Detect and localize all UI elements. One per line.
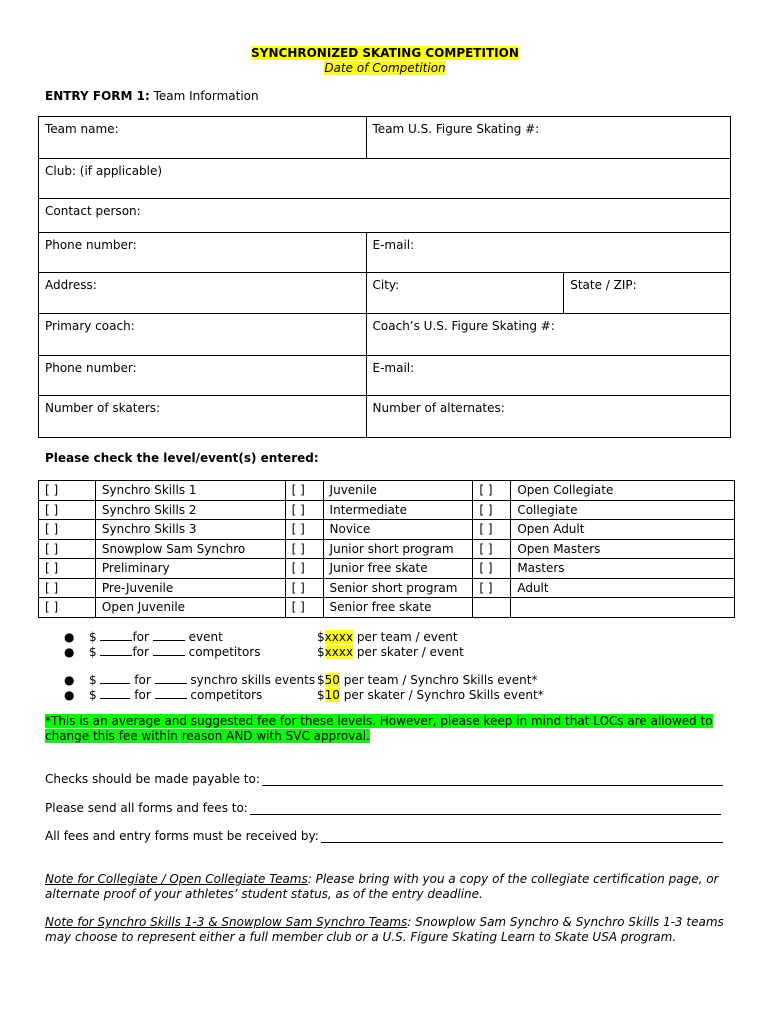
- levels-heading: Please check the level/event(s) entered:: [45, 451, 319, 465]
- checkbox[interactable]: [ ]: [285, 559, 323, 579]
- fee-price: $xxxx per team / event: [317, 630, 458, 644]
- primary-coach-field[interactable]: Primary coach:: [39, 314, 367, 356]
- level-row: [39, 481, 735, 501]
- deadline-line[interactable]: All fees and entry forms must be received by:: [45, 829, 723, 843]
- fee-description[interactable]: $ for competitors: [89, 645, 261, 659]
- coach-usfs-field[interactable]: Coach’s U.S. Figure Skating #:: [366, 314, 730, 356]
- checkbox[interactable]: [ ]: [285, 481, 323, 501]
- level-label: Senior short program: [323, 578, 473, 598]
- level-row: [39, 539, 735, 559]
- phone-number-field[interactable]: Phone number:: [39, 233, 367, 273]
- checkbox[interactable]: [ ]: [285, 500, 323, 520]
- level-label: Junior free skate: [323, 559, 473, 579]
- level-label: Pre-Juvenile: [95, 578, 285, 598]
- fee-description[interactable]: $ for competitors: [89, 688, 263, 702]
- level-label: Preliminary: [95, 559, 285, 579]
- level-label: Open Masters: [511, 539, 735, 559]
- checkbox[interactable]: [ ]: [473, 500, 511, 520]
- entry-form-label: ENTRY FORM 1: Team Information: [45, 89, 259, 103]
- level-label: Novice: [323, 520, 473, 540]
- checkbox[interactable]: [473, 598, 511, 618]
- checkbox[interactable]: [ ]: [285, 578, 323, 598]
- fee-disclaimer: *This is an average and suggested fee for these levels. However, please keep in mind that LOCs are allowed to change this fee within reason AND with SVC approval.: [45, 714, 713, 743]
- fee-price: $10 per skater / Synchro Skills event*: [317, 688, 544, 702]
- contact-person-field[interactable]: Contact person:: [39, 199, 731, 233]
- fee-price: $xxxx per skater / event: [317, 645, 464, 659]
- state-zip-field[interactable]: State / ZIP:: [564, 273, 731, 314]
- level-label: Masters: [511, 559, 735, 579]
- levels-table: [38, 480, 735, 618]
- checkbox[interactable]: [ ]: [39, 520, 96, 540]
- checkbox[interactable]: [ ]: [39, 481, 96, 501]
- address-field[interactable]: Address:: [39, 273, 367, 314]
- level-row: [39, 598, 735, 618]
- checkbox[interactable]: [ ]: [285, 520, 323, 540]
- level-row: [39, 578, 735, 598]
- checkbox[interactable]: [ ]: [285, 539, 323, 559]
- team-usfs-field[interactable]: Team U.S. Figure Skating #:: [366, 117, 730, 159]
- city-field[interactable]: City:: [366, 273, 564, 314]
- level-label: Snowplow Sam Synchro: [95, 539, 285, 559]
- checkbox[interactable]: [ ]: [39, 578, 96, 598]
- checks-payable-line[interactable]: Checks should be made payable to:: [45, 772, 723, 786]
- checkbox[interactable]: [ ]: [39, 500, 96, 520]
- level-label: Synchro Skills 3: [95, 520, 285, 540]
- checkbox[interactable]: [ ]: [473, 559, 511, 579]
- note-collegiate: Note for Collegiate / Open Collegiate Teams: Please bring with you a copy of the collegiate certification page, or alternate proof of your athletes’ student status, as of the entry deadline.: [45, 872, 719, 901]
- level-label: Collegiate: [511, 500, 735, 520]
- fee-price: $50 per team / Synchro Skills event*: [317, 673, 538, 687]
- team-name-field[interactable]: Team name:: [39, 117, 367, 159]
- bullet-icon: ●: [64, 645, 75, 659]
- level-label: Open Collegiate: [511, 481, 735, 501]
- checkbox[interactable]: [ ]: [473, 578, 511, 598]
- level-label: Junior short program: [323, 539, 473, 559]
- level-label: Intermediate: [323, 500, 473, 520]
- level-label: Synchro Skills 1: [95, 481, 285, 501]
- send-forms-line[interactable]: Please send all forms and fees to:: [45, 801, 721, 815]
- fee-description[interactable]: $ for event: [89, 630, 223, 644]
- checkbox[interactable]: [ ]: [39, 598, 96, 618]
- number-of-alternates-field[interactable]: Number of alternates:: [366, 396, 730, 438]
- level-label: Adult: [511, 578, 735, 598]
- level-label: Synchro Skills 2: [95, 500, 285, 520]
- form-date: Date of Competition: [324, 61, 446, 75]
- number-of-skaters-field[interactable]: Number of skaters:: [39, 396, 367, 438]
- checkbox[interactable]: [ ]: [473, 539, 511, 559]
- team-info-table: [38, 116, 731, 438]
- bullet-icon: ●: [64, 630, 75, 644]
- checkbox[interactable]: [ ]: [39, 539, 96, 559]
- level-label: Open Juvenile: [95, 598, 285, 618]
- bullet-icon: ●: [64, 688, 75, 702]
- checkbox[interactable]: [ ]: [39, 559, 96, 579]
- checkbox[interactable]: [ ]: [285, 598, 323, 618]
- bullet-icon: ●: [64, 673, 75, 687]
- level-label: [511, 598, 735, 618]
- coach-email-field[interactable]: E-mail:: [366, 356, 730, 396]
- level-row: [39, 559, 735, 579]
- level-row: [39, 500, 735, 520]
- level-label: Senior free skate: [323, 598, 473, 618]
- level-label: Juvenile: [323, 481, 473, 501]
- club-field[interactable]: Club: (if applicable): [39, 159, 731, 199]
- level-label: Open Adult: [511, 520, 735, 540]
- fee-description[interactable]: $ for synchro skills events: [89, 673, 316, 687]
- checkbox[interactable]: [ ]: [473, 520, 511, 540]
- form-title: SYNCHRONIZED SKATING COMPETITION: [251, 46, 519, 60]
- note-synchro-skills: Note for Synchro Skills 1-3 & Snowplow Sam Synchro Teams: Snowplow Sam Synchro & Synchro Skills 1-3 teams may choose to represent either a full member club or a U.S. Figure Skating Learn to Skate USA program.: [45, 915, 724, 944]
- checkbox[interactable]: [ ]: [473, 481, 511, 501]
- coach-phone-field[interactable]: Phone number:: [39, 356, 367, 396]
- level-row: [39, 520, 735, 540]
- email-field[interactable]: E-mail:: [366, 233, 730, 273]
